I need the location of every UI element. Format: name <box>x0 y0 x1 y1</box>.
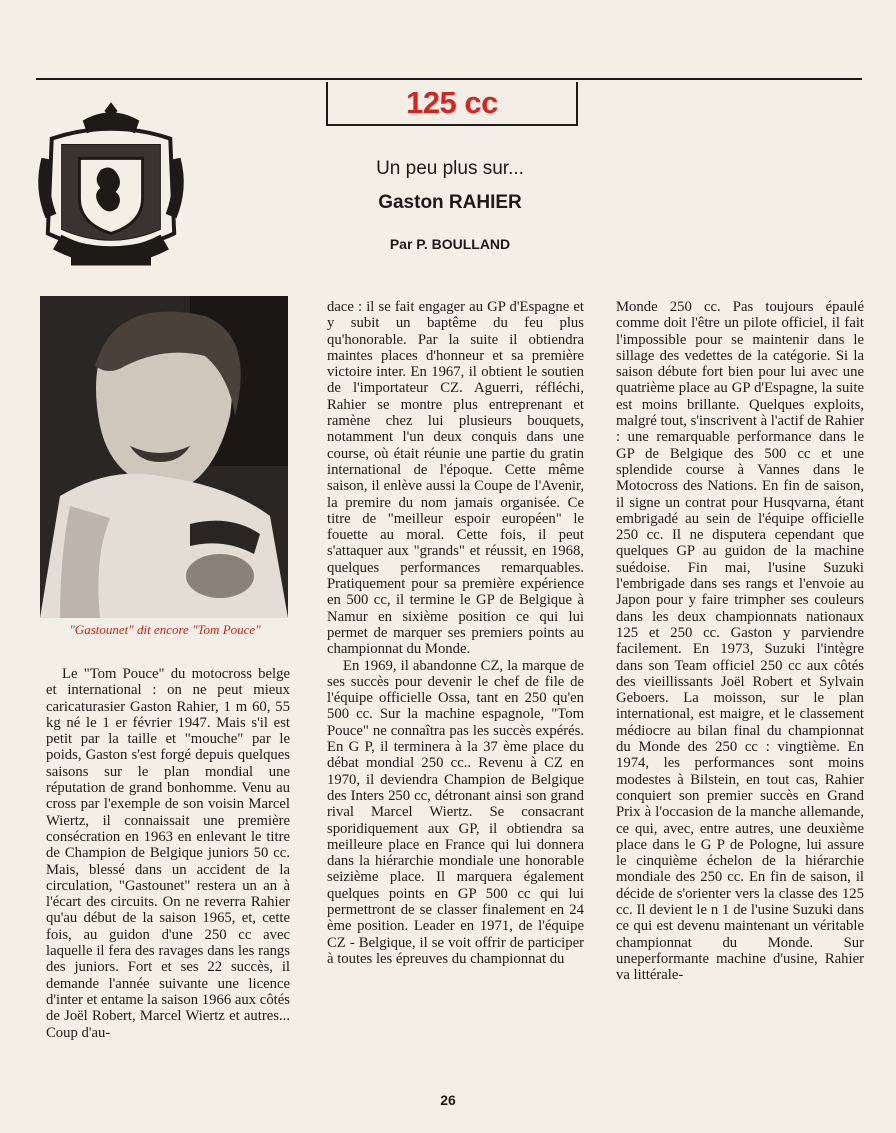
article-column-3: Monde 250 cc. Pas toujours épaulé comme doit l'être un pilote officiel, il fait l'impossible pour se maintenir dans le sillage des vedettes de la catégorie. Si la saison débute fort bien pour lui avec une quatrième place au GP d'Espagne, la suite est moins brillante. Quelques exploits, malgré tout, s'inscrivent à l'actif de Rahier : une remarquable performance dans le GP de Belgique des 500 cc et une splendide course à Vannes dans le Motocross des Nations. En fin de saison, il signe un contrat pour Husqvarna, étant embrigadé au sein de l'équipe officielle 250 cc. Il ne disputera cependant que quelques GP au guidon de la machine suédoise. Fin mai, l'usine Suzuki l'embrigade dans ses rangs et l'envoie au Japon pour y faire trimpher ses couleurs dans les deux championnats nationaux 125 et 250 cc. Gaston y parviendre facilement. En 1973, Suzuki l'intègre dans son Team officiel 250 cc aux côtés des vieillissants Joël Robert et Sylvain Geboers. La moisson, sur le plan international, est maigre, et le classement médiocre au bilan final du championnat du Monde des 250 cc : vingtième. En 1974, les performances sont moins modestes à Bilstein, en tout cas, Rahier conquiert son premier succès en Grand Prix à l'occasion de la manche allemande, ce qui, avec, entre autres, une deuxième place dans le G P de Pologne, lui assure le cinquième échelon de la hiérarchie mondiale des 250 cc. En fin de saison, il décide de s'orienter vers la classe des 125 cc. Il devient le n 1 de l'usine Suzuki dans ce qui est devenu maintenant un véritable championnat du Monde. Sur uneperformante machine d'usine, Rahier va littérale- <box>616 299 864 984</box>
article-subtitle: Un peu plus sur... <box>376 158 524 179</box>
article-title: Gaston RAHIER <box>378 192 522 213</box>
photo-caption: "Gastounet" dit encore "Tom Pouce" <box>69 622 261 637</box>
top-rule <box>36 78 862 80</box>
portrait-illustration <box>40 296 288 618</box>
article-author: Par P. BOULLAND <box>389 236 511 252</box>
article-column-1: Le "Tom Pouce" du motocross belge et international : on ne peut mieux caricaturasier Gaston Rahier, 1 m 60, 55 kg né le 1 er février 1947. Mais s'il est petit par la taille et "mouche" par le poids, Gaston s'est forgé depuis quelques saisons sur le plan mondial une réputation de grand bonhomme. Venu au cross par l'exemple de son voisin Marcel Wiertz, il connaissait une première consécration en 1963 en enlevant le titre de Champion de Belgique juniors 50 cc. Mais, blessé dans un accident de la circulation, "Gastounet" restera un an à l'écart des circuits. On ne reverra Rahier qu'au début de la saison 1965, et, cette fois, au guidon d'une 250 cc avec laquelle il fera des ravages dans les rangs des juniors. Fort et ses 22 succès, il demande l'année suivante une licence d'inter et entame la saison 1966 aux côtés de Joël Robert, Marcel Wiertz et autres... Coup d'au- <box>46 666 290 1041</box>
rider-portrait-photo <box>40 296 288 618</box>
column-2-paragraph-1: dace : il se fait engager au GP d'Espagne et y subit un baptême du feu plus qu'honorable. Par la suite il obtiendra maintes places d'honneur et sa première victoire inter. En 1967, il obtient le soutien de l'importateur CZ. Aguerri, réfléchi, Rahier se montre plus entreprenant et ramène chez lui plusieurs bouquets, notamment l'un deux conquis dans une course, où était réunie une partie du gratin international de l'époque. Cette même saison, il enlève aussi la Coupe de l'Avenir, la premire du nom jamais organisée. Ce titre de "meilleur espoir européen" le fouette au moral. Cette fois, il peut s'attaquer aux "grands" et réussit, en 1968, quelques performances remarquables. Pratiquement pour sa première expérience en 500 cc, il termine le GP de Belgique à Namur en sixième position ce qui lui permet de marquer ses premiers points au championnat du Monde. <box>327 299 584 658</box>
page-number: 26 <box>440 1092 456 1108</box>
coat-of-arms-icon <box>32 98 190 274</box>
category-title: 125 cc <box>406 85 498 120</box>
column-2-paragraph-2: En 1969, il abandonne CZ, la marque de ses succès pour devenir le chef de file de l'équipe officielle Ossa, tant en 250 qu'en 500 cc. Sur la machine espagnole, "Tom Pouce" ne connaîtra pas les succès expérés. En G P, il terminera à la 37 ème place du débat mondial 250 cc.. Revenu à CZ en 1970, il deviendra Champion de Belgique des Inters 250 cc, détronant ainsi son grand rival Marcel Wiertz. Se consacrant sporidiquement aux GP, il obtiendra sa meilleure place en France qui lui donnera dans la hiérarchie mondiale une honorable seizième place. Il marquera également quelques points en GP 500 cc qui lui permettront de se classer finalement en 24 ème position. Leader en 1971, de l'équipe CZ - Belgique, il se voit offrir de participer à toutes les épreuves du championnat du <box>327 657 584 967</box>
article-column-2 <box>327 299 584 967</box>
category-box <box>326 82 578 126</box>
